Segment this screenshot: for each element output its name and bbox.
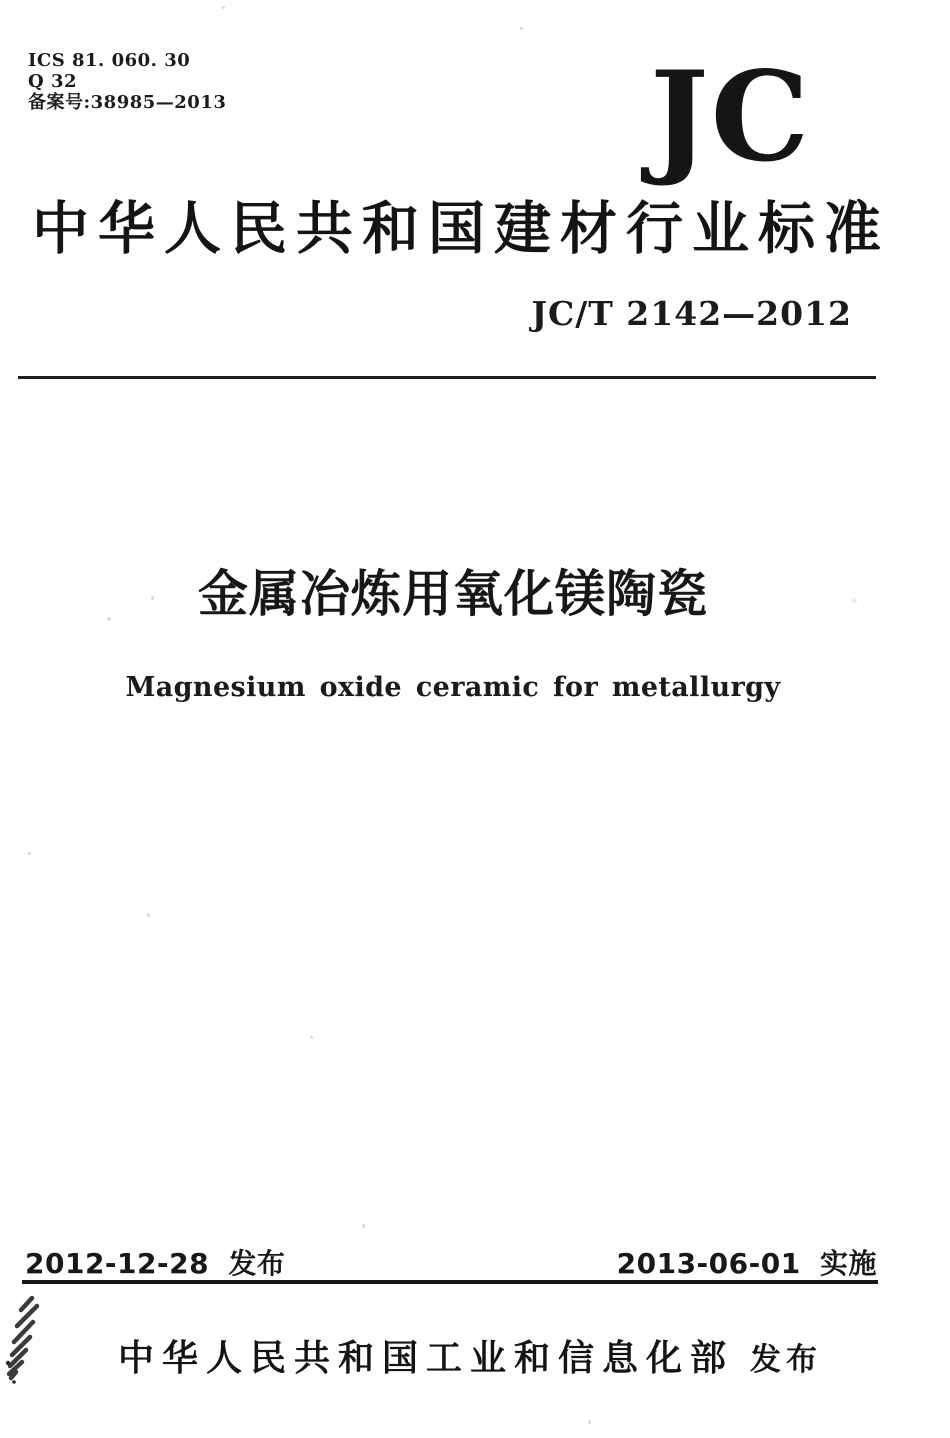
implement-date-value: 2013-06-01: [616, 1247, 801, 1280]
implement-date-line: [617, 1242, 877, 1282]
publisher-name: 中华人民共和国工业和信息化部: [117, 1337, 734, 1379]
footer-divider-line: [22, 1280, 878, 1284]
scan-speck: [852, 599, 857, 603]
record-number: 备案号:38985—2013: [28, 92, 227, 113]
scan-speck: [151, 596, 154, 600]
scan-speck: [28, 852, 31, 855]
standard-name-heading: 中华人民共和国建材行业标准: [32, 195, 890, 262]
ics-code: ICS 81. 060. 30: [28, 50, 191, 71]
issue-date-label: 发布: [228, 1247, 286, 1280]
document-title-zh: 金属冶炼用氧化镁陶瓷: [198, 565, 708, 623]
issue-date-line: [25, 1242, 285, 1282]
implement-date-label: 实施: [819, 1247, 877, 1280]
scan-speck: [107, 617, 111, 621]
publish-label: 发布: [750, 1342, 822, 1378]
ics-block: [28, 50, 226, 113]
scan-speck: [222, 6, 225, 9]
scan-speck: [520, 27, 523, 30]
standard-number: JC/T 2142—2012: [531, 294, 852, 333]
document-title-en: Magnesium oxide ceramic for metallurgy: [125, 672, 781, 703]
header-divider-line: [18, 376, 876, 379]
issue-date-value: 2012-12-28: [25, 1247, 210, 1280]
scan-speck: [588, 1420, 591, 1424]
scan-speck: [310, 1036, 313, 1039]
publisher-line: [0, 1330, 940, 1381]
pen-scribble-mark: [2, 1292, 46, 1396]
scan-speck: [147, 913, 150, 917]
jc-logo: JC: [650, 45, 812, 190]
scan-speck: [362, 1224, 365, 1228]
classification-code: Q 32: [28, 71, 77, 92]
